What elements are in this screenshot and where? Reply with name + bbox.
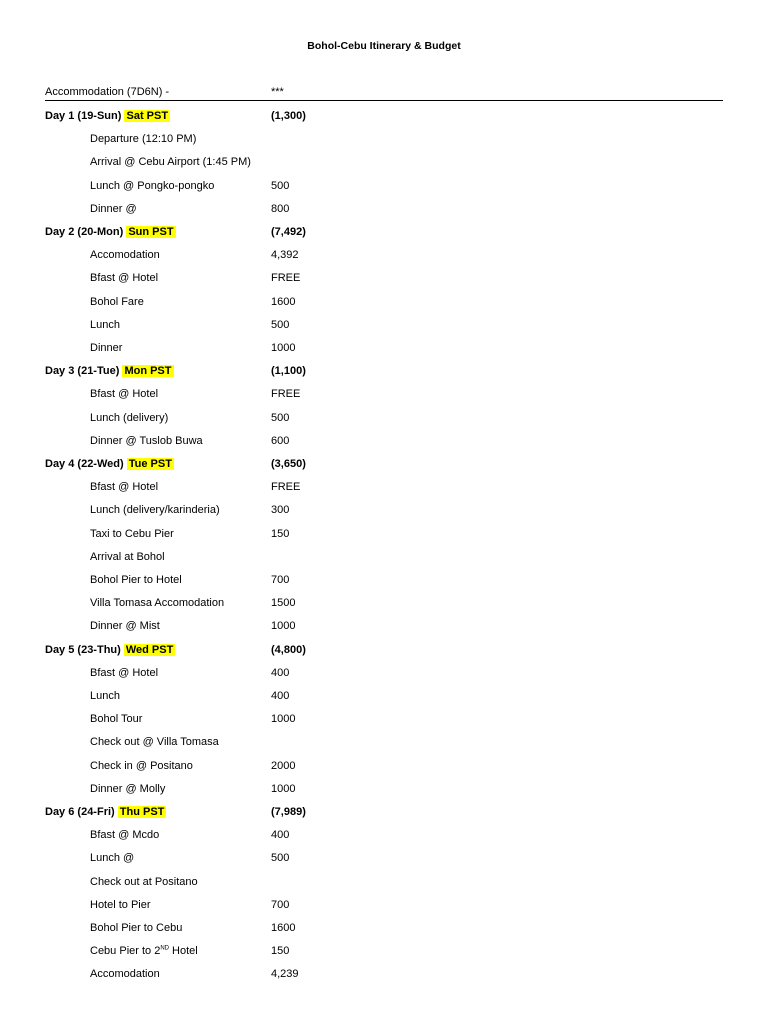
itinerary-item-row — [0, 945, 768, 961]
item-cost: 400 — [271, 666, 290, 679]
itinerary-item-row — [0, 272, 768, 288]
item-label — [90, 528, 174, 540]
label-text: Lunch @ — [90, 852, 135, 865]
day-header-row — [0, 226, 768, 242]
item-label — [90, 945, 198, 957]
item-cost: 1600 — [271, 922, 296, 934]
item-label — [90, 180, 214, 192]
itinerary-item-row — [0, 829, 768, 845]
label-text: Check out at Positano — [90, 875, 198, 888]
item-label — [90, 620, 160, 632]
day-label — [45, 458, 174, 470]
label-text: Day 3 (21-Tue) — [45, 365, 120, 378]
label-text: Villa Tomasa Accomodation — [90, 597, 225, 610]
itinerary-item-row — [0, 180, 768, 196]
day-label — [45, 644, 175, 656]
item-label — [90, 249, 160, 261]
label-text: Dinner — [90, 342, 123, 354]
label-text: Bohol Tour — [90, 713, 143, 726]
item-cost: 2000 — [271, 759, 296, 772]
item-cost: 700 — [271, 574, 290, 586]
label-text: Bfast @ Hotel — [90, 388, 159, 401]
itinerary-item-row — [0, 690, 768, 706]
label-text: Arrival @ Cebu Airport (1:45 PM) — [90, 156, 251, 169]
item-label — [90, 852, 134, 864]
label-text: Dinner @ — [90, 202, 137, 215]
itinerary-item-row — [0, 435, 768, 451]
label-text: Day 1 (19-Sun) — [45, 110, 122, 122]
itinerary-item-row — [0, 783, 768, 799]
item-cost: 150 — [271, 945, 290, 958]
itinerary-item-row — [0, 504, 768, 520]
item-cost: FREE — [271, 481, 301, 494]
itinerary-item-row — [0, 133, 768, 149]
itinerary-item-row — [0, 968, 768, 984]
itinerary-item-row — [0, 899, 768, 915]
itinerary-item-row — [0, 481, 768, 497]
item-label — [90, 156, 251, 168]
label-text: Lunch — [90, 690, 120, 702]
item-label — [90, 481, 158, 493]
item-label — [90, 203, 137, 215]
day-total: (1,100) — [271, 365, 306, 378]
label-text: Check in @ Positano — [90, 759, 193, 772]
day-total: (3,650) — [271, 458, 306, 470]
day-header-row — [0, 458, 768, 474]
item-label — [90, 272, 158, 284]
label-text: Dinner @ Tuslob Buwa — [90, 434, 203, 447]
label-text: Bohol Pier to Cebu — [90, 922, 183, 934]
label-text: Bfast @ Hotel — [90, 666, 159, 679]
label-text: Dinner @ Molly — [90, 782, 166, 795]
item-cost: FREE — [271, 272, 301, 285]
item-cost: 1000 — [271, 342, 296, 354]
item-cost: FREE — [271, 388, 301, 401]
itinerary-item-row — [0, 342, 768, 358]
label-text: Bohol Pier to Hotel — [90, 574, 182, 586]
item-label — [90, 296, 144, 308]
itinerary-item-row — [0, 156, 768, 172]
accommodation-header-label: Accommodation (7D6N) - — [45, 86, 170, 98]
item-cost: 1500 — [271, 597, 296, 610]
label-text: Dinner @ Mist — [90, 620, 160, 633]
item-cost: 500 — [271, 852, 290, 865]
day-total: (7,492) — [271, 226, 306, 238]
label-text: Check out @ Villa Tomasa — [90, 736, 219, 749]
label-text: Day 4 (22-Wed) — [45, 458, 124, 470]
weekday-highlight: Wed PST — [125, 643, 174, 656]
itinerary-item-row — [0, 528, 768, 544]
day-label — [45, 806, 166, 818]
item-cost: 400 — [271, 690, 290, 702]
label-text: Taxi to Cebu Pier — [90, 527, 174, 540]
itinerary-item-row — [0, 203, 768, 219]
label-text: Departure (12:10 PM) — [90, 133, 197, 146]
weekday-highlight: Sun PST — [128, 226, 174, 238]
itinerary-item-row — [0, 667, 768, 683]
item-label — [90, 667, 158, 679]
label-text: Accomodation — [90, 968, 160, 981]
item-cost: 4,239 — [271, 968, 299, 981]
item-label — [90, 922, 182, 934]
itinerary-item-row — [0, 388, 768, 404]
item-label — [90, 690, 120, 702]
item-cost: 1000 — [271, 782, 296, 795]
item-label — [90, 829, 159, 841]
itinerary-item-row — [0, 249, 768, 265]
page-title: Bohol-Cebu Itinerary & Budget — [307, 40, 461, 52]
label-text: Bohol Fare — [90, 295, 144, 308]
day-label — [45, 365, 174, 377]
weekday-highlight: Thu PST — [119, 806, 165, 818]
weekday-highlight: Sat PST — [126, 110, 169, 122]
itinerary-item-row — [0, 760, 768, 776]
item-cost: 500 — [271, 318, 290, 331]
item-label — [90, 597, 224, 609]
weekday-highlight: Mon PST — [124, 365, 172, 378]
itinerary-item-row — [0, 736, 768, 752]
day-label — [45, 226, 176, 238]
label-text: Cebu Pier to 2 — [90, 945, 161, 958]
item-label — [90, 760, 193, 772]
day-label — [45, 110, 170, 122]
itinerary-item-row — [0, 551, 768, 567]
itinerary-item-row — [0, 620, 768, 636]
item-cost: 1600 — [271, 295, 296, 308]
item-cost: 300 — [271, 504, 290, 517]
accommodation-header-value: *** — [271, 86, 284, 98]
ordinal-suffix: ND — [160, 945, 169, 952]
item-cost: 800 — [271, 202, 290, 215]
item-label — [90, 713, 142, 725]
label-text: Day 5 (23-Thu) — [45, 643, 121, 656]
accommodation-header-row — [45, 86, 723, 101]
itinerary-item-row — [0, 319, 768, 335]
day-header-row — [0, 365, 768, 381]
item-label — [90, 388, 158, 400]
label-suffix: Hotel — [169, 945, 198, 958]
day-total: (1,300) — [271, 110, 306, 122]
day-header-row — [0, 110, 768, 126]
item-cost: 500 — [271, 179, 290, 192]
label-text: Lunch (delivery) — [90, 411, 169, 424]
item-cost: 1000 — [271, 620, 296, 633]
itinerary-item-row — [0, 296, 768, 312]
itinerary-item-row — [0, 713, 768, 729]
item-label — [90, 412, 168, 424]
item-label — [90, 783, 165, 795]
item-cost: 600 — [271, 434, 290, 447]
item-cost: 400 — [271, 829, 290, 842]
itinerary-item-row — [0, 597, 768, 613]
item-label — [90, 899, 151, 911]
weekday-highlight: Tue PST — [128, 458, 172, 470]
itinerary-item-row — [0, 922, 768, 938]
label-text: Bfast @ Hotel — [90, 272, 159, 285]
itinerary-item-row — [0, 574, 768, 590]
item-label — [90, 876, 198, 888]
label-text: Lunch @ Pongko-pongko — [90, 179, 215, 192]
item-label — [90, 133, 196, 145]
item-label — [90, 551, 165, 563]
day-total: (7,989) — [271, 806, 306, 818]
day-total: (4,800) — [271, 643, 306, 656]
item-cost: 150 — [271, 527, 290, 540]
item-cost: 700 — [271, 898, 290, 911]
label-text: Bfast @ Hotel — [90, 481, 159, 494]
item-label — [90, 736, 219, 748]
item-label — [90, 435, 203, 447]
item-label — [90, 504, 220, 516]
item-label — [90, 319, 120, 331]
itinerary-item-row — [0, 876, 768, 892]
label-text: Lunch (delivery/karinderia) — [90, 504, 220, 517]
label-text: Day 6 (24-Fri) — [45, 806, 115, 818]
itinerary-item-row — [0, 852, 768, 868]
item-cost: 500 — [271, 411, 290, 424]
item-cost: 4,392 — [271, 249, 299, 262]
item-cost: 1000 — [271, 713, 296, 726]
label-text: Day 2 (20-Mon) — [45, 226, 124, 238]
item-label — [90, 968, 160, 980]
label-text: Bfast @ Mcdo — [90, 829, 160, 842]
label-text: Hotel to Pier — [90, 898, 151, 911]
label-text: Arrival at Bohol — [90, 550, 165, 563]
item-label — [90, 574, 182, 586]
label-text: Lunch — [90, 318, 120, 331]
day-header-row — [0, 806, 768, 822]
day-header-row — [0, 644, 768, 660]
item-label — [90, 342, 122, 354]
label-text: Accomodation — [90, 249, 160, 262]
itinerary-item-row — [0, 412, 768, 428]
